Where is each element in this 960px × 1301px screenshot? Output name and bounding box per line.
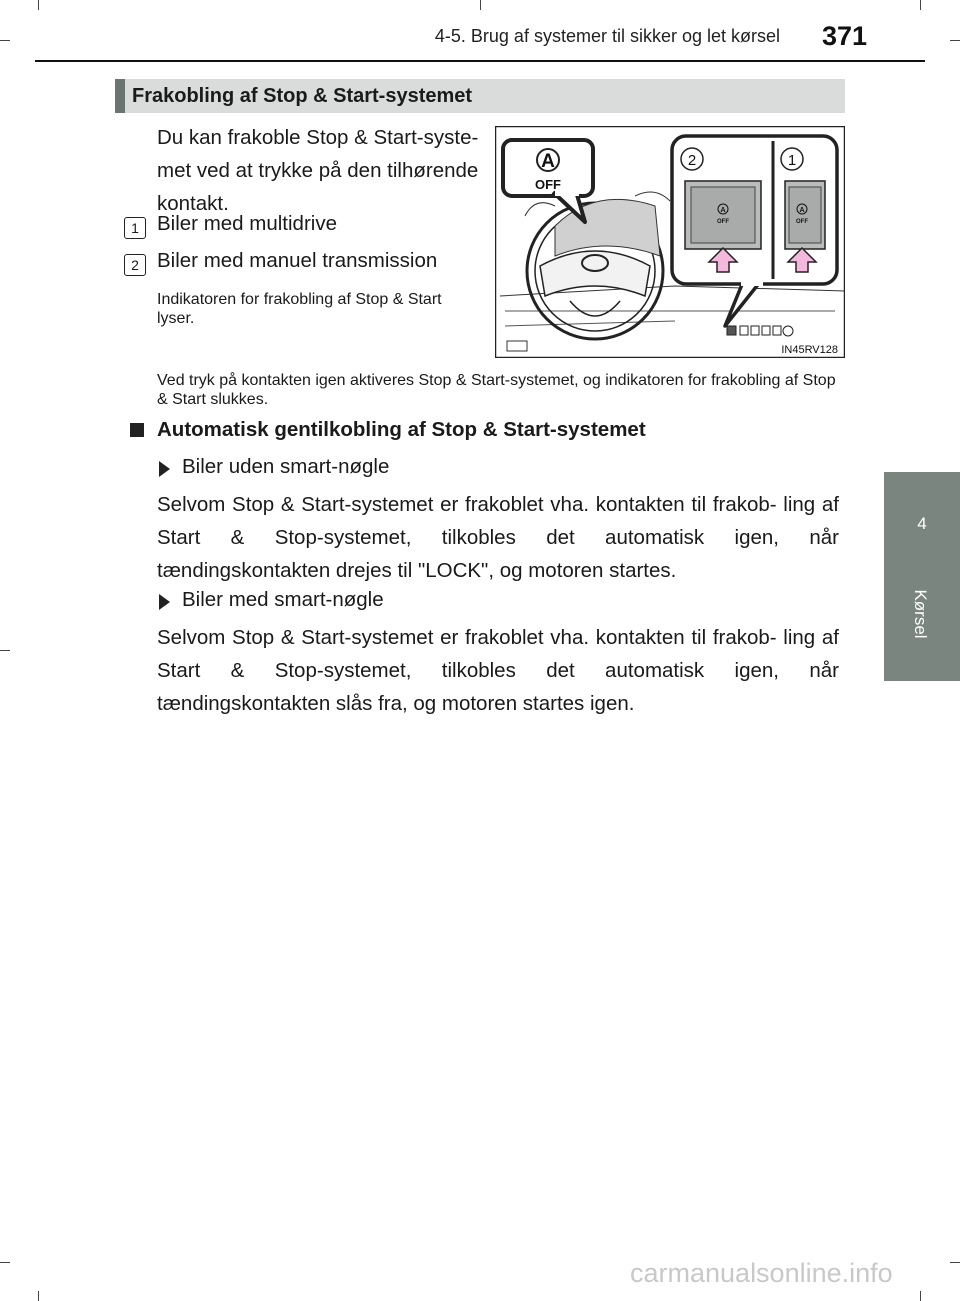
crop-mark bbox=[920, 0, 921, 10]
item-badge-2: 2 bbox=[124, 254, 146, 276]
watermark: carmanualsonline.info bbox=[630, 1258, 893, 1288]
switch1-off: OFF bbox=[796, 219, 808, 225]
crop-mark bbox=[0, 40, 10, 41]
press-again-note: Ved tryk på kontakten igen aktiveres Stop & Start-systemet, og indikatoren for frakobling af Stop & Start slukkes. bbox=[157, 372, 836, 408]
bullet-triangle-icon bbox=[159, 594, 170, 610]
indicator-note: Indikatoren for frakobling af Stop & Start lyser. bbox=[157, 291, 442, 327]
item-badge-1: 1 bbox=[124, 217, 146, 239]
chapter-number: 4 bbox=[917, 514, 927, 533]
crop-mark bbox=[950, 1262, 960, 1263]
chapter-label-wrap bbox=[880, 582, 960, 642]
bullet-triangle-icon bbox=[159, 461, 170, 477]
chapter-side-tab bbox=[884, 472, 960, 681]
crop-mark bbox=[38, 1291, 39, 1301]
switch2-off: OFF bbox=[717, 219, 729, 225]
illustration-code: IN45RV128 bbox=[781, 344, 838, 356]
item-label-1: Biler med multidrive bbox=[157, 212, 337, 235]
intro-paragraph: Du kan frakoble Stop & Start-syste- met ved at trykke på den tilhørende kontakt. bbox=[157, 126, 479, 215]
page-number: 371 bbox=[822, 21, 868, 51]
bullet-paragraph-1: Selvom Stop & Start-systemet er frakoblet vha. kontakten til frakob- ling af Start & Stop-systemet, tilkobles det automatisk igen, når tændingskontakten drejes til "LOCK", og motoren startes. bbox=[157, 493, 839, 582]
subsection-title: Automatisk gentilkobling af Stop & Start-systemet bbox=[157, 418, 646, 441]
dashboard-illustration bbox=[495, 126, 845, 358]
header-rule bbox=[35, 60, 925, 62]
crop-mark bbox=[0, 650, 10, 651]
callout-off-text: OFF bbox=[535, 177, 561, 192]
chapter-label: Kørsel bbox=[911, 589, 930, 639]
crop-mark bbox=[920, 1291, 921, 1301]
callout-badge-2: 2 bbox=[687, 152, 697, 169]
crop-mark bbox=[0, 1262, 10, 1263]
callout-a-letter: A bbox=[541, 151, 555, 172]
crop-mark bbox=[38, 0, 39, 10]
section-title: Frakobling af Stop & Start-systemet bbox=[132, 85, 473, 107]
bullet-paragraph-2: Selvom Stop & Start-systemet er frakoblet vha. kontakten til frakob- ling af Start & Stop-systemet, tilkobles det automatisk igen, når tændingskontakten slås fra, og motoren startes igen. bbox=[157, 626, 839, 715]
bullet-label-1: Biler uden smart-nøgle bbox=[182, 455, 390, 478]
crop-mark bbox=[480, 0, 481, 10]
item-label-2: Biler med manuel transmission bbox=[157, 249, 438, 272]
section-title-accent bbox=[115, 79, 125, 113]
running-header: 4-5. Brug af systemer til sikker og let kørsel bbox=[434, 26, 780, 46]
crop-mark bbox=[950, 40, 960, 41]
subsection-square-marker bbox=[130, 423, 144, 437]
bullet-label-2: Biler med smart-nøgle bbox=[182, 588, 384, 611]
switch2-a: A bbox=[720, 207, 726, 214]
dashboard-illustration-svg bbox=[495, 126, 845, 358]
callout-badge-1: 1 bbox=[787, 152, 797, 169]
switch1-a: A bbox=[799, 207, 805, 214]
